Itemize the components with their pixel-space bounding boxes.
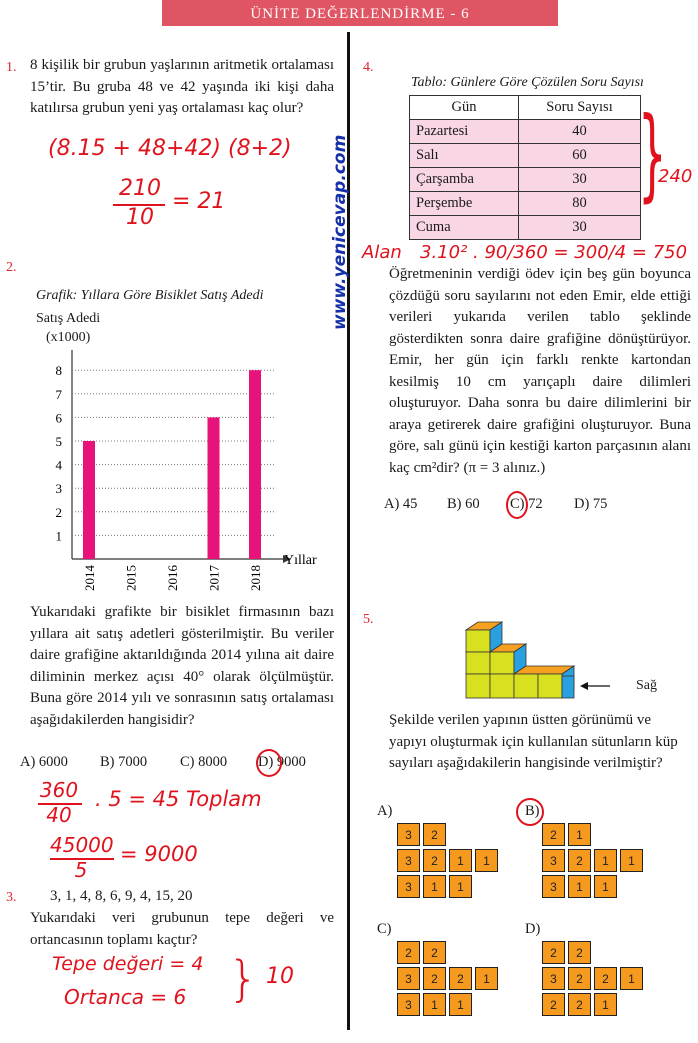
q4-table-caption: Tablo: Günlere Göre Çözülen Soru Sayısı: [411, 75, 644, 90]
table-cell-count: 80: [518, 192, 640, 216]
x-tick-label: 2015: [123, 565, 139, 591]
chart-xlabel: Yıllar: [284, 553, 317, 568]
q4-option-d[interactable]: D) 75: [574, 496, 608, 512]
y-tick-label: 7: [55, 386, 62, 402]
grid-cell: 2: [397, 941, 420, 964]
q4-answer-circle: [506, 491, 528, 519]
bar-chart: [0, 340, 340, 600]
y-tick-label: 4: [55, 457, 62, 473]
q4-option-a[interactable]: A) 45: [384, 496, 418, 512]
q1-number: 1.: [6, 60, 17, 75]
grid-cell: 1: [475, 849, 498, 872]
table-header-row: [410, 96, 641, 120]
q4-text: Öğretmeninin verdiği ödev için beş gün boyunca çözdüğü soru sayılarını not eden Emir, elde ettiği verileri yukarıda verilen tablo şeklinde gösterdikten sonra daire grafiğine dönüştürüyor. Emir, her gün için farklı renkte kartondan kesilmiş 10 cm yarıçaplı daire dilimleri oluşturuyor. Daha sonra bu daire dilimlerini bir araya getirerek daire grafiğini oluşturuyor. Buna göre, salı günü için kestiği karton parçasının alanı kaç cm²dir? (π = 3 alınız.): [389, 266, 691, 476]
x-tick-label: 2018: [248, 565, 263, 591]
grid-cell: 2: [568, 967, 591, 990]
q1-handwriting-numerator: 210: [119, 176, 161, 201]
y-tick-label: 6: [55, 410, 62, 426]
y-tick-label: 3: [55, 481, 62, 497]
grid-cell: 3: [542, 875, 565, 898]
q3-hw-median: Ortanca = 6: [64, 985, 187, 1009]
q2-hw-a-denominator: 40: [46, 803, 72, 827]
q5-arrow-label: Sağ: [636, 678, 657, 693]
bar-2014: [83, 441, 95, 559]
table-row: [410, 144, 641, 168]
chart-ylabel-unit: (x1000): [46, 330, 91, 345]
q5-choice-a-label[interactable]: A): [377, 803, 393, 819]
q5-number: 5.: [363, 612, 374, 627]
grid-cell: 3: [397, 875, 420, 898]
table-cell-count: 40: [518, 120, 640, 144]
q3-text: Yukarıdaki veri grubunun tepe değeri ve ortancasının toplamı kaçtır?: [30, 910, 334, 948]
table-header-count: Soru Sayısı: [518, 96, 640, 120]
grid-cell: 2: [423, 967, 446, 990]
grid-cell: 2: [542, 941, 565, 964]
table-row: [410, 168, 641, 192]
table-cell-day: Çarşamba: [410, 168, 519, 192]
q1-handwriting-result: = 21: [172, 189, 226, 214]
q5-answer-circle: [516, 798, 544, 826]
x-tick-label: 2017: [206, 565, 222, 591]
q2-hw-b-numerator: 45000: [50, 833, 114, 857]
q2-hw-a-numerator: 360: [39, 778, 79, 802]
grid-cell: 3: [542, 967, 565, 990]
q3-number: 3.: [6, 890, 17, 905]
grid-cell: 2: [568, 941, 591, 964]
grid-cell: 2: [542, 823, 565, 846]
grid-cell: 1: [568, 875, 591, 898]
q5-text: Şekilde verilen yapının üstten görünümü ve yapıyı oluşturmak için kullanılan sütunların küp sayıları aşağıdakilerin hangisinde verilmiştir?: [389, 712, 678, 771]
table-cell-day: Pazartesi: [410, 120, 519, 144]
grid-cell: 2: [568, 849, 591, 872]
q2-option-a[interactable]: A) 6000: [20, 754, 68, 770]
q5-choice-d-label[interactable]: D): [525, 921, 541, 937]
table-cell-day: Perşembe: [410, 192, 519, 216]
watermark: www.yenicevap.com: [330, 134, 350, 330]
table-cell-day: Cuma: [410, 216, 519, 240]
q2-hw-a-rest: . 5 = 45 Toplam: [95, 787, 262, 811]
grid-cell: 3: [397, 823, 420, 846]
bar-2018: [249, 370, 261, 559]
chart-title: Grafik: Yıllara Göre Bisiklet Satış Adedi: [36, 288, 264, 303]
q2-answer-circle: [256, 749, 282, 777]
cube-structure-illustration: [460, 618, 610, 710]
q2-option-b[interactable]: B) 7000: [100, 754, 148, 770]
q2-hw-b-rest: = 9000: [120, 842, 198, 866]
grid-cell: 1: [423, 993, 446, 1016]
q4-number: 4.: [363, 60, 374, 75]
table-cell-count: 60: [518, 144, 640, 168]
q5-choice-b-label[interactable]: B): [525, 803, 540, 819]
q4-hw-alan: Alan: [362, 242, 402, 263]
q3-data: 3, 1, 4, 8, 6, 9, 4, 15, 20: [50, 888, 193, 904]
q5-choice-c-label[interactable]: C): [377, 921, 392, 937]
q2-text: Yukarıdaki grafikte bir bisiklet firmasının bazı yıllara ait satış adetleri gösterilmiştir. Bu veriler daire grafiğine aktarıldığında 2014 yılına ait daire diliminin merkez açısı 40° olarak ölçülmüştür. Buna göre 2014 yılı ve sonrasının satış ortalaması aşağıdakilerden hangisidir?: [30, 604, 334, 728]
grid-cell: 2: [423, 941, 446, 964]
grid-cell: 1: [475, 967, 498, 990]
grid-cell: 1: [620, 849, 643, 872]
q1-text: 8 kişilik bir grubun yaşlarının aritmetik ortalaması 15’tir. Bu gruba 48 ve 42 yaşında iki kişi daha katılırsa grubun yeni yaş ortalaması kaç olur?: [30, 57, 334, 116]
chart-ylabel: Satış Adedi: [36, 311, 101, 326]
grid-cell: 1: [449, 875, 472, 898]
grid-cell: 2: [423, 849, 446, 872]
table-cell-day: Salı: [410, 144, 519, 168]
grid-cell: 3: [397, 993, 420, 1016]
q1-handwriting-expression: (8.15 + 48+42) (8+2): [48, 136, 292, 161]
q1-handwriting-denominator: 10: [126, 205, 154, 230]
table-row: [410, 120, 641, 144]
grid-cell: 1: [620, 967, 643, 990]
y-tick-label: 1: [55, 528, 62, 544]
x-tick-label: 2014: [82, 565, 97, 591]
grid-cell: 2: [423, 823, 446, 846]
table-cell-count: 30: [518, 168, 640, 192]
grid-cell: 1: [594, 993, 617, 1016]
grid-cell: 1: [594, 849, 617, 872]
q2-option-c[interactable]: C) 8000: [180, 754, 228, 770]
q4-hw-total: 240: [658, 166, 693, 187]
grid-cell: 2: [449, 967, 472, 990]
grid-cell: 1: [449, 993, 472, 1016]
y-tick-label: 5: [55, 434, 62, 449]
grid-cell: 1: [449, 849, 472, 872]
y-tick-label: 8: [55, 363, 62, 379]
q2-number: 2.: [6, 260, 17, 275]
grid-cell: 1: [423, 875, 446, 898]
table-row: [410, 192, 641, 216]
q3-hw-sum: 10: [266, 964, 294, 989]
q3-hw-brace: }: [228, 951, 259, 1007]
bar-2017: [208, 417, 220, 559]
page-header: ÜNİTE DEĞERLENDİRME - 6: [162, 0, 558, 26]
grid-cell: 1: [594, 875, 617, 898]
q4-hw-brace: }: [638, 95, 667, 212]
table-header-day: Gün: [410, 96, 519, 120]
grid-cell: 3: [397, 849, 420, 872]
q4-hw-calc: 3.10² . 90/360 = 300/4 = 750: [420, 242, 688, 263]
grid-cell: 3: [542, 849, 565, 872]
grid-cell: 2: [568, 993, 591, 1016]
grid-cell: 2: [542, 993, 565, 1016]
table-row: [410, 216, 641, 240]
q4-option-c[interactable]: C) 72: [510, 496, 543, 512]
grid-cell: 3: [397, 967, 420, 990]
x-tick-label: 2016: [165, 565, 180, 591]
q4-table: [409, 95, 641, 240]
grid-cell: 1: [568, 823, 591, 846]
q2-hw-b-denominator: 5: [74, 858, 88, 882]
y-tick-label: 2: [55, 504, 62, 520]
grid-cell: 2: [594, 967, 617, 990]
q2-option-d[interactable]: D) 9000: [258, 754, 306, 770]
table-cell-count: 30: [518, 216, 640, 240]
q4-option-b[interactable]: B) 60: [447, 496, 480, 512]
q3-hw-mode: Tepe değeri = 4: [52, 953, 204, 975]
